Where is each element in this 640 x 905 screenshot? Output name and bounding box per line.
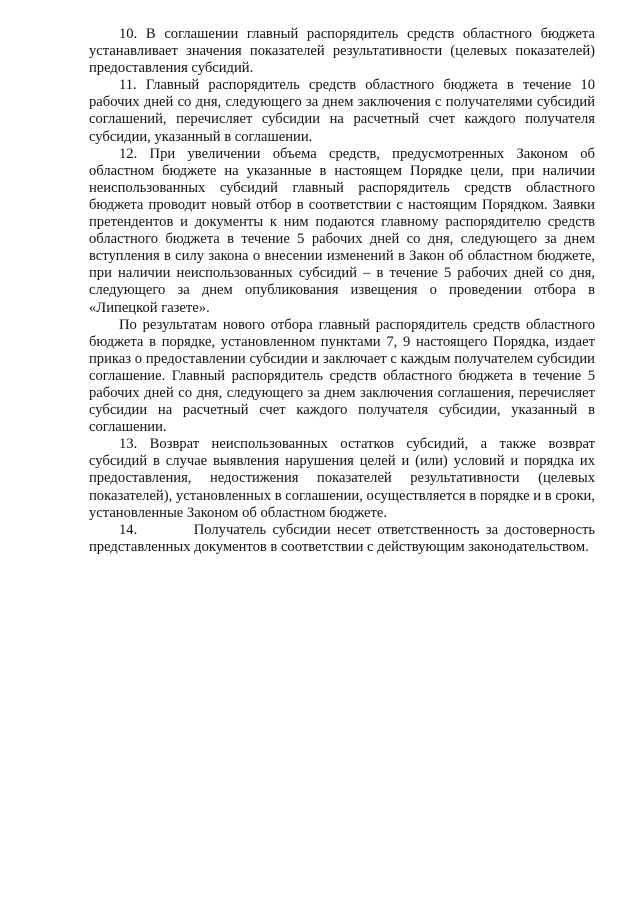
paragraph-11: 11. Главный распорядитель средств областного бюджета в течение 10 рабочих дней со дня, следующего за днем заключения с получателями субсидий соглашений, перечисляет субсидии на расчетный счет каждого получателя субсидии, указанный в соглашении. — [89, 77, 595, 145]
paragraph-14: 14. Получатель субсидии несет ответственность за достоверность представленных документов в соответствии с действующим законодательством. — [89, 521, 595, 555]
document-page — [89, 26, 595, 556]
paragraph-10: 10. В соглашении главный распорядитель средств областного бюджета устанавливает значения показателей результативности (целевых показателей) предоставления субсидий. — [89, 26, 595, 77]
paragraph-13: 13. Возврат неиспользованных остатков субсидий, а также возврат субсидий в случае выявления нарушения целей и (или) условий и порядка их предоставления, недостижения показателей результативности (целевых показателей), установленных в соглашении, осуществляется в порядке и в сроки, установленные Законом об областном бюджете. — [89, 436, 595, 521]
paragraph-12-continuation: По результатам нового отбора главный распорядитель средств областного бюджета в порядке, установленном пунктами 7, 9 настоящего Порядка, издает приказ о предоставлении субсидии и заключает с каждым получателем субсидии соглашение. Главный распорядитель средств областного бюджета в течение 5 рабочих дней со дня, следующего за днем заключения соглашения, перечисляет субсидии на расчетный счет каждого получателя субсидии, указанный в соглашении. — [89, 316, 595, 436]
paragraph-12: 12. При увеличении объема средств, предусмотренных Законом об областном бюджете на указанные в настоящем Порядке цели, при наличии неиспользованных субсидий главный распорядитель средств областного бюджета проводит новый отбор в соответствии с настоящим Порядком. Заявки претендентов и документы к ним подаются главному распорядителю средств областного бюджета в течение 5 рабочих дней со дня, следующего за днем вступления в силу закона о внесении изменений в Закон об областном бюджете, при наличии неиспользованных субсидий – в течение 5 рабочих дней со дня, следующего за днем опубликования извещения о проведении отбора в «Липецкой газете». — [89, 145, 595, 316]
